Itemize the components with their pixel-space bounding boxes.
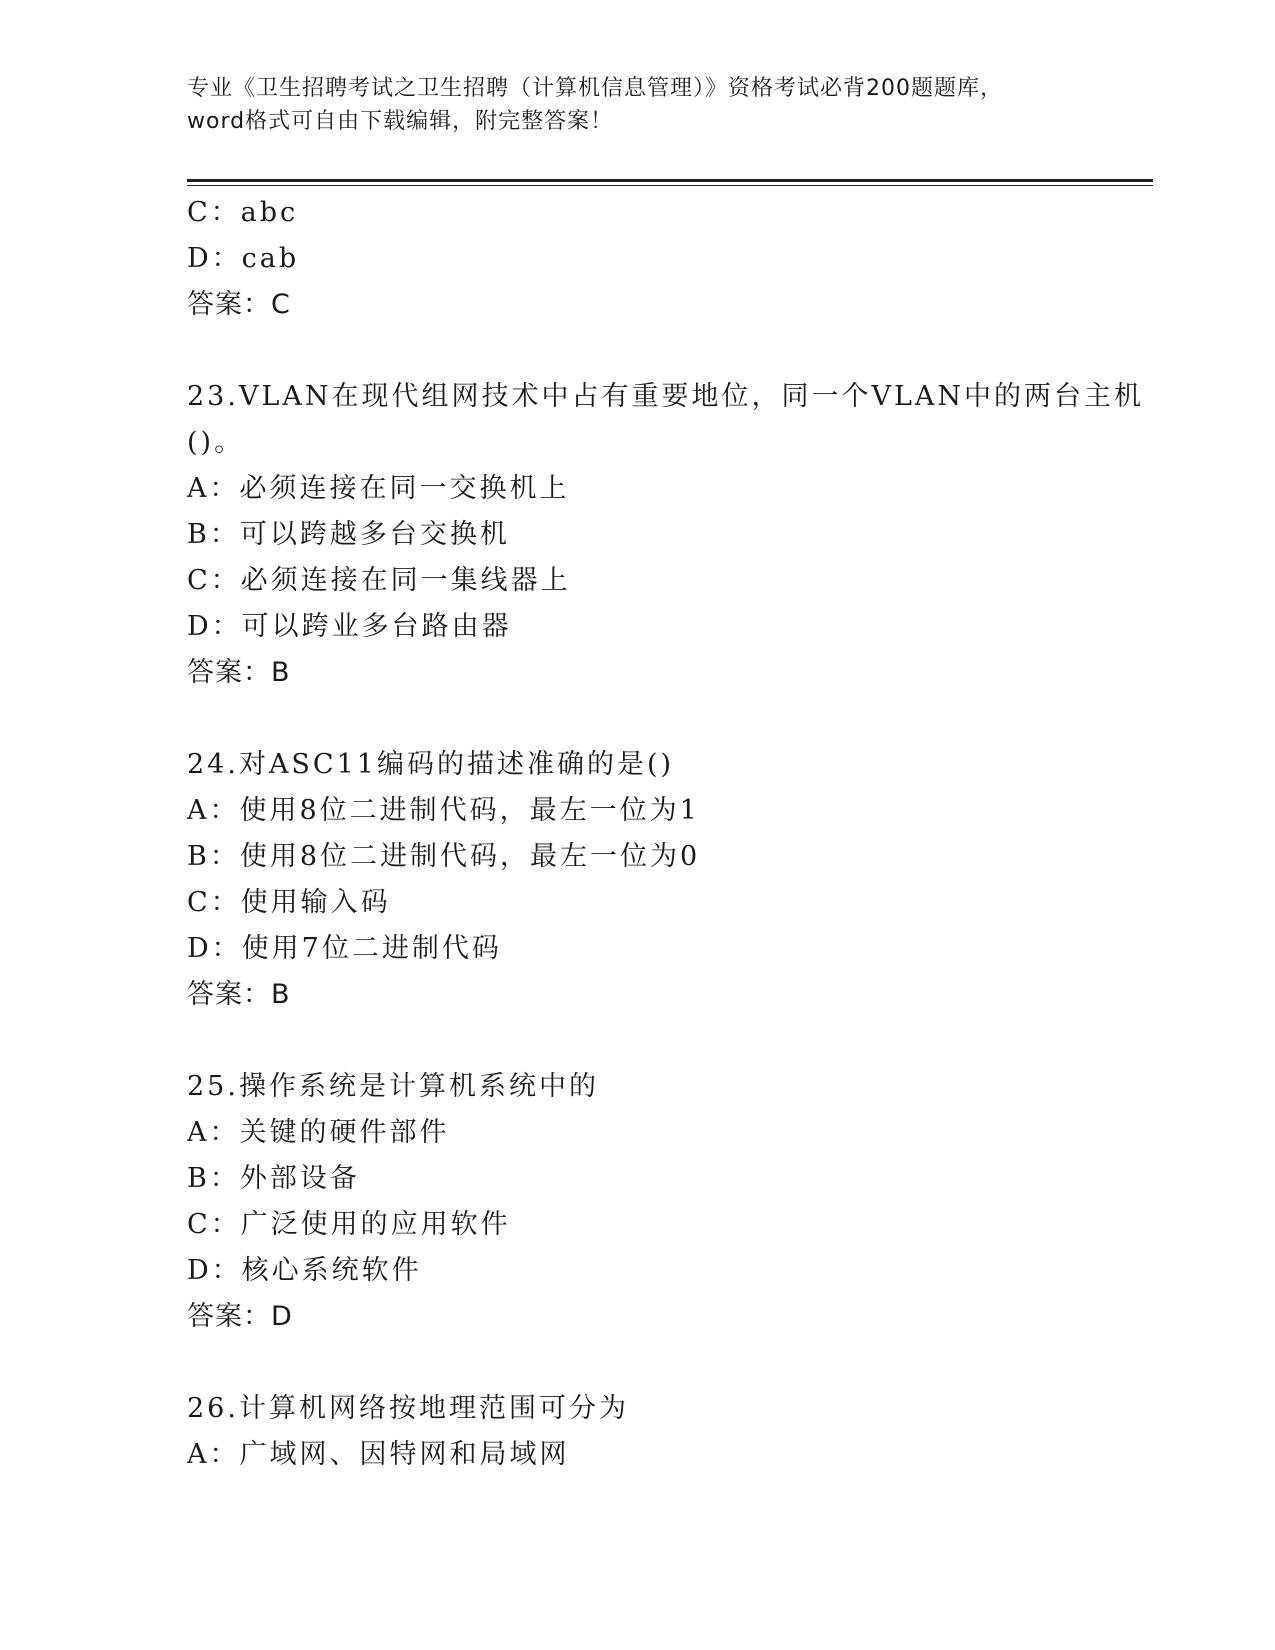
header-divider-thin <box>187 185 1153 186</box>
question-block-23 <box>187 374 1145 696</box>
option-c: C：使用输入码 <box>187 887 391 918</box>
answer-line: 答案：B <box>187 657 291 688</box>
question-block-25 <box>187 1064 1087 1340</box>
spacer <box>187 328 1087 374</box>
option-d: D：使用7位二进制代码 <box>187 933 502 964</box>
header-line-1: 专业《卫生招聘考试之卫生招聘（计算机信息管理）》资格考试必背200题题库， <box>187 76 1003 101</box>
option-c: C：广泛使用的应用软件 <box>187 1209 511 1240</box>
answer-line: 答案：B <box>187 979 291 1010</box>
option-b: B：可以跨越多台交换机 <box>187 519 510 550</box>
question-stem: 23.VLAN在现代组网技术中占有重要地位，同一个VLAN中的两台主机 <box>187 381 1145 412</box>
option-a: A：使用8位二进制代码，最左一位为1 <box>187 795 700 826</box>
question-block-24 <box>187 742 1087 1018</box>
option-d: D：可以跨业多台路由器 <box>187 611 512 642</box>
answer-line: 答案：D <box>187 1301 293 1332</box>
option-c: C：必须连接在同一集线器上 <box>187 565 571 596</box>
question-block-26 <box>187 1386 1087 1478</box>
option-d: D：cab <box>187 243 300 274</box>
option-a: A：关键的硬件部件 <box>187 1117 450 1148</box>
option-c: C：abc <box>187 197 299 228</box>
question-stem: 25.操作系统是计算机系统中的 <box>187 1071 599 1102</box>
spacer <box>187 696 1087 742</box>
question-stem: 26.计算机网络按地理范围可分为 <box>187 1393 629 1424</box>
header-divider-thick <box>187 179 1153 182</box>
option-a: A：广域网、因特网和局域网 <box>187 1439 570 1470</box>
document-header <box>187 72 1087 138</box>
option-d: D：核心系统软件 <box>187 1255 422 1286</box>
header-line-2: word格式可自由下载编辑，附完整答案！ <box>187 109 614 134</box>
option-b: B：使用8位二进制代码，最左一位为0 <box>187 841 701 872</box>
question-list <box>187 190 1145 1478</box>
spacer <box>187 1018 1087 1064</box>
option-b: B：外部设备 <box>187 1163 360 1194</box>
option-a: A：必须连接在同一交换机上 <box>187 473 570 504</box>
spacer <box>187 1340 1087 1386</box>
question-stem: 24.对ASC11编码的描述准确的是() <box>187 749 675 780</box>
answer-line: 答案：C <box>187 289 291 320</box>
question-stem-continued: ()。 <box>187 427 245 458</box>
question-block-prev <box>187 190 1087 328</box>
